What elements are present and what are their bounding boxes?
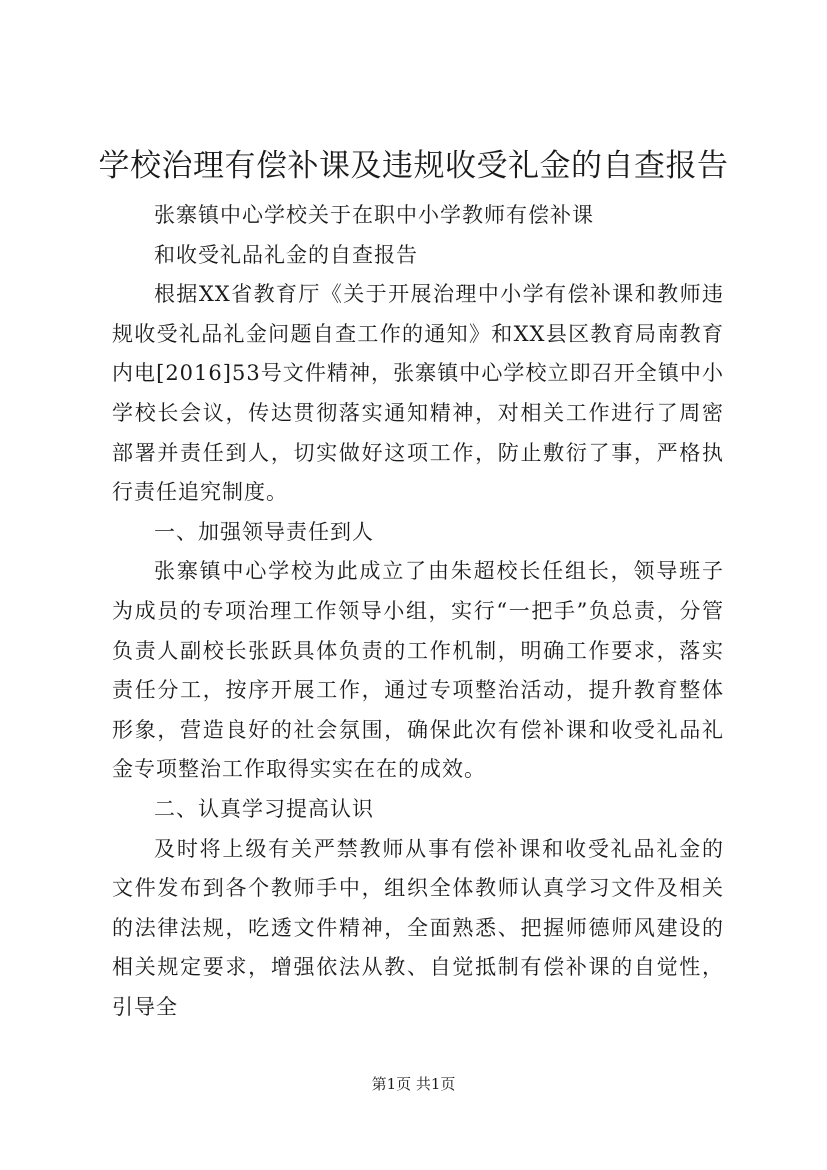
paragraph-intro: 根据XX省教育厅《关于开展治理中小学有偿补课和教师违规收受礼品礼金问题自查工作的通知》和XX县区教育局南教育内电[2016]53号文件精神，张寨镇中心学校立即召开全镇中小学校长会议，传达贯彻落实通知精神，对相关工作进行了周密部署并责任到人，切实做好这项工作，防止敷衍了事，严格执行责任追究制度。 <box>112 282 724 505</box>
document-body <box>112 196 724 1027</box>
document-title: 学校治理有偿补课及违规收受礼金的自查报告 <box>98 148 729 184</box>
paragraph-section-1: 张寨镇中心学校为此成立了由朱超校长任组长，领导班子为成员的专项治理工作领导小组，实行“一把手”负总责，分管负责人副校长张跃具体负责的工作机制，明确工作要求，落实责任分工，按序开展工作，通过专项整治活动，提升教育整体形象，营造良好的社会氛围，确保此次有偿补课和收受礼品礼金专项整治工作取得实实在在的成效。 <box>112 559 724 782</box>
paragraph-section-2: 及时将上级有关严禁教师从事有偿补课和收受礼品礼金的文件发布到各个教师手中，组织全体教师认真学习文件及相关的法律法规，吃透文件精神，全面熟悉、把握师德师风建设的相关规定要求，增强依法从教、自觉抵制有偿补课的自觉性，引导全 <box>112 836 724 1019</box>
page-number-footer: 第1页 共1页 <box>371 1075 456 1093</box>
section-heading-1: 一、加强领导责任到人 <box>154 519 374 544</box>
section-heading-2: 二、认真学习提高认识 <box>154 796 374 821</box>
subtitle-line-2: 和收受礼品礼金的自查报告 <box>154 242 418 267</box>
subtitle-line-1: 张寨镇中心学校关于在职中小学教师有偿补课 <box>154 203 594 227</box>
